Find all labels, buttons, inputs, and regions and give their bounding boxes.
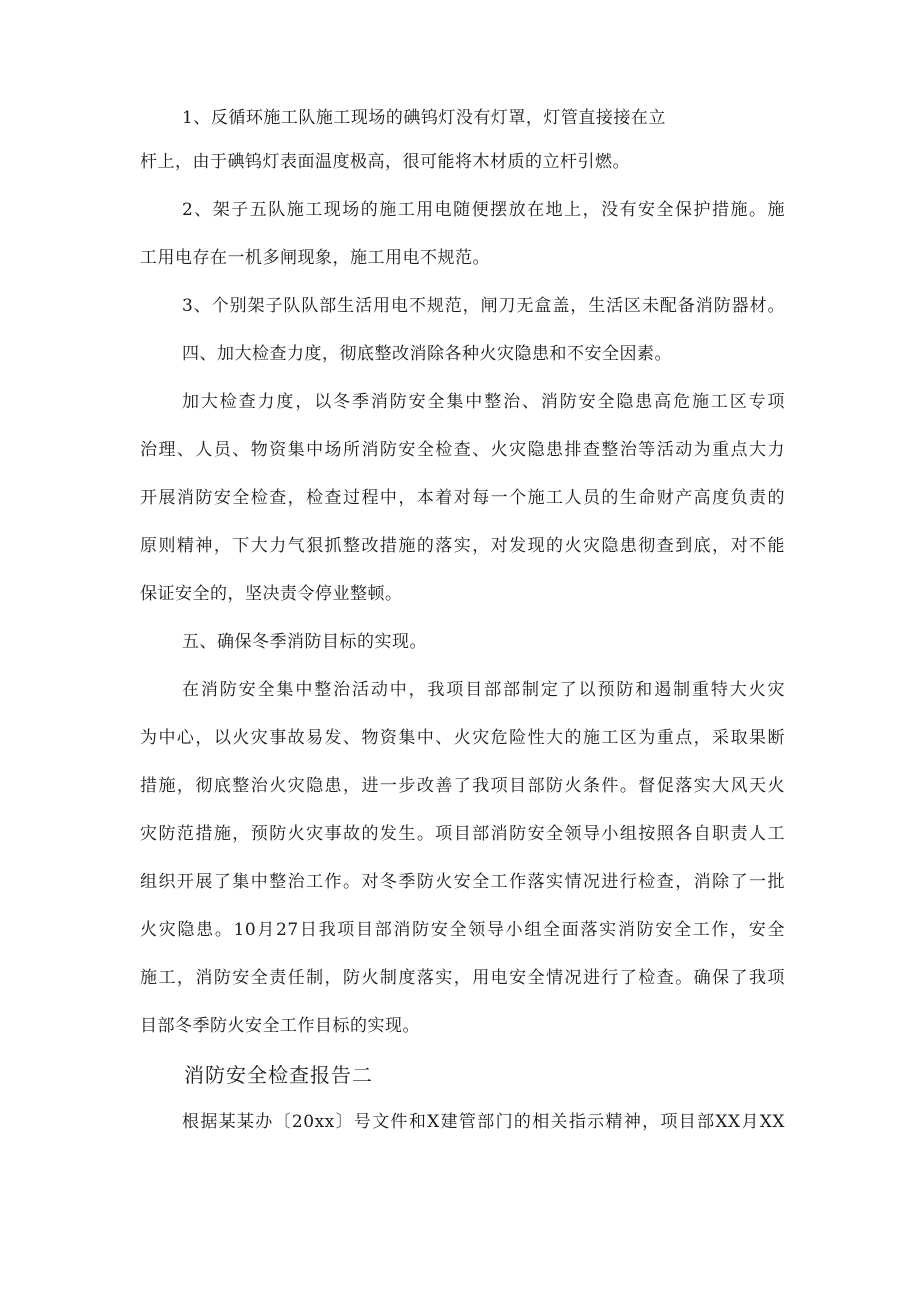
report-2-para-line-1: 根据某某办〔20xx〕号文件和X建管部门的相关指示精神，项目部XX月XX — [182, 1112, 785, 1132]
section-4-heading: 四、加大检查力度，彻底整改消除各种火灾隐患和不安全因素。 — [182, 344, 672, 364]
section-5-para-line-6: 火灾隐患。10月27日我项目部消防安全领导小组全面落实消防安全工作，安全 — [140, 920, 785, 940]
section-5-para-line-3: 措施，彻底整治火灾隐患，进一步改善了我项目部防火条件。督促落实大风天火 — [140, 776, 785, 796]
item-1-line-2: 杆上，由于碘钨灯表面温度极高，很可能将木材质的立杆引燃。 — [140, 152, 630, 172]
item-3-line-1: 3、个别架子队队部生活用电不规范，闸刀无盒盖，生活区未配备消防器材。 — [182, 296, 785, 316]
section-4-para-line-1: 加大检查力度，以冬季消防安全集中整治、消防安全隐患高危施工区专项 — [182, 392, 785, 412]
section-5-para-line-2: 为中心，以火灾事故易发、物资集中、火灾危险性大的施工区为重点，采取果断 — [140, 728, 785, 748]
section-5-heading: 五、确保冬季消防目标的实现。 — [182, 632, 427, 652]
section-5-para-line-4: 灾防范措施，预防火灾事故的发生。项目部消防安全领导小组按照各自职责人工 — [140, 824, 785, 844]
item-2-line-2: 工用电存在一机多闸现象，施工用电不规范。 — [140, 248, 490, 268]
section-5-para-line-8: 目部冬季防火安全工作目标的实现。 — [140, 1016, 420, 1036]
section-4-para-line-5: 保证安全的，坚决责令停业整顿。 — [140, 584, 403, 604]
item-2-line-1: 2、架子五队施工现场的施工用电随便摆放在地上，没有安全保护措施。施 — [182, 200, 785, 220]
item-1-line-1: 1、反循环施工队施工现场的碘钨灯没有灯罩，灯管直接接在立 — [182, 108, 666, 128]
report-2-title: 消防安全检查报告二 — [184, 1063, 373, 1087]
section-4-para-line-3: 开展消防安全检查，检查过程中，本着对每一个施工人员的生命财产高度负责的 — [140, 488, 785, 508]
section-5-para-line-5: 组织开展了集中整治工作。对冬季防火安全工作落实情况进行检查，消除了一批 — [140, 872, 785, 892]
section-4-para-line-4: 原则精神，下大力气狠抓整改措施的落实，对发现的火灾隐患彻查到底，对不能 — [140, 536, 785, 556]
section-4-para-line-2: 治理、人员、物资集中场所消防安全检查、火灾隐患排查整治等活动为重点大力 — [140, 440, 785, 460]
section-5-para-line-1: 在消防安全集中整治活动中，我项目部部制定了以预防和遏制重特大火灾 — [182, 680, 785, 700]
section-5-para-line-7: 施工，消防安全责任制，防火制度落实，用电安全情况进行了检查。确保了我项 — [140, 968, 785, 988]
